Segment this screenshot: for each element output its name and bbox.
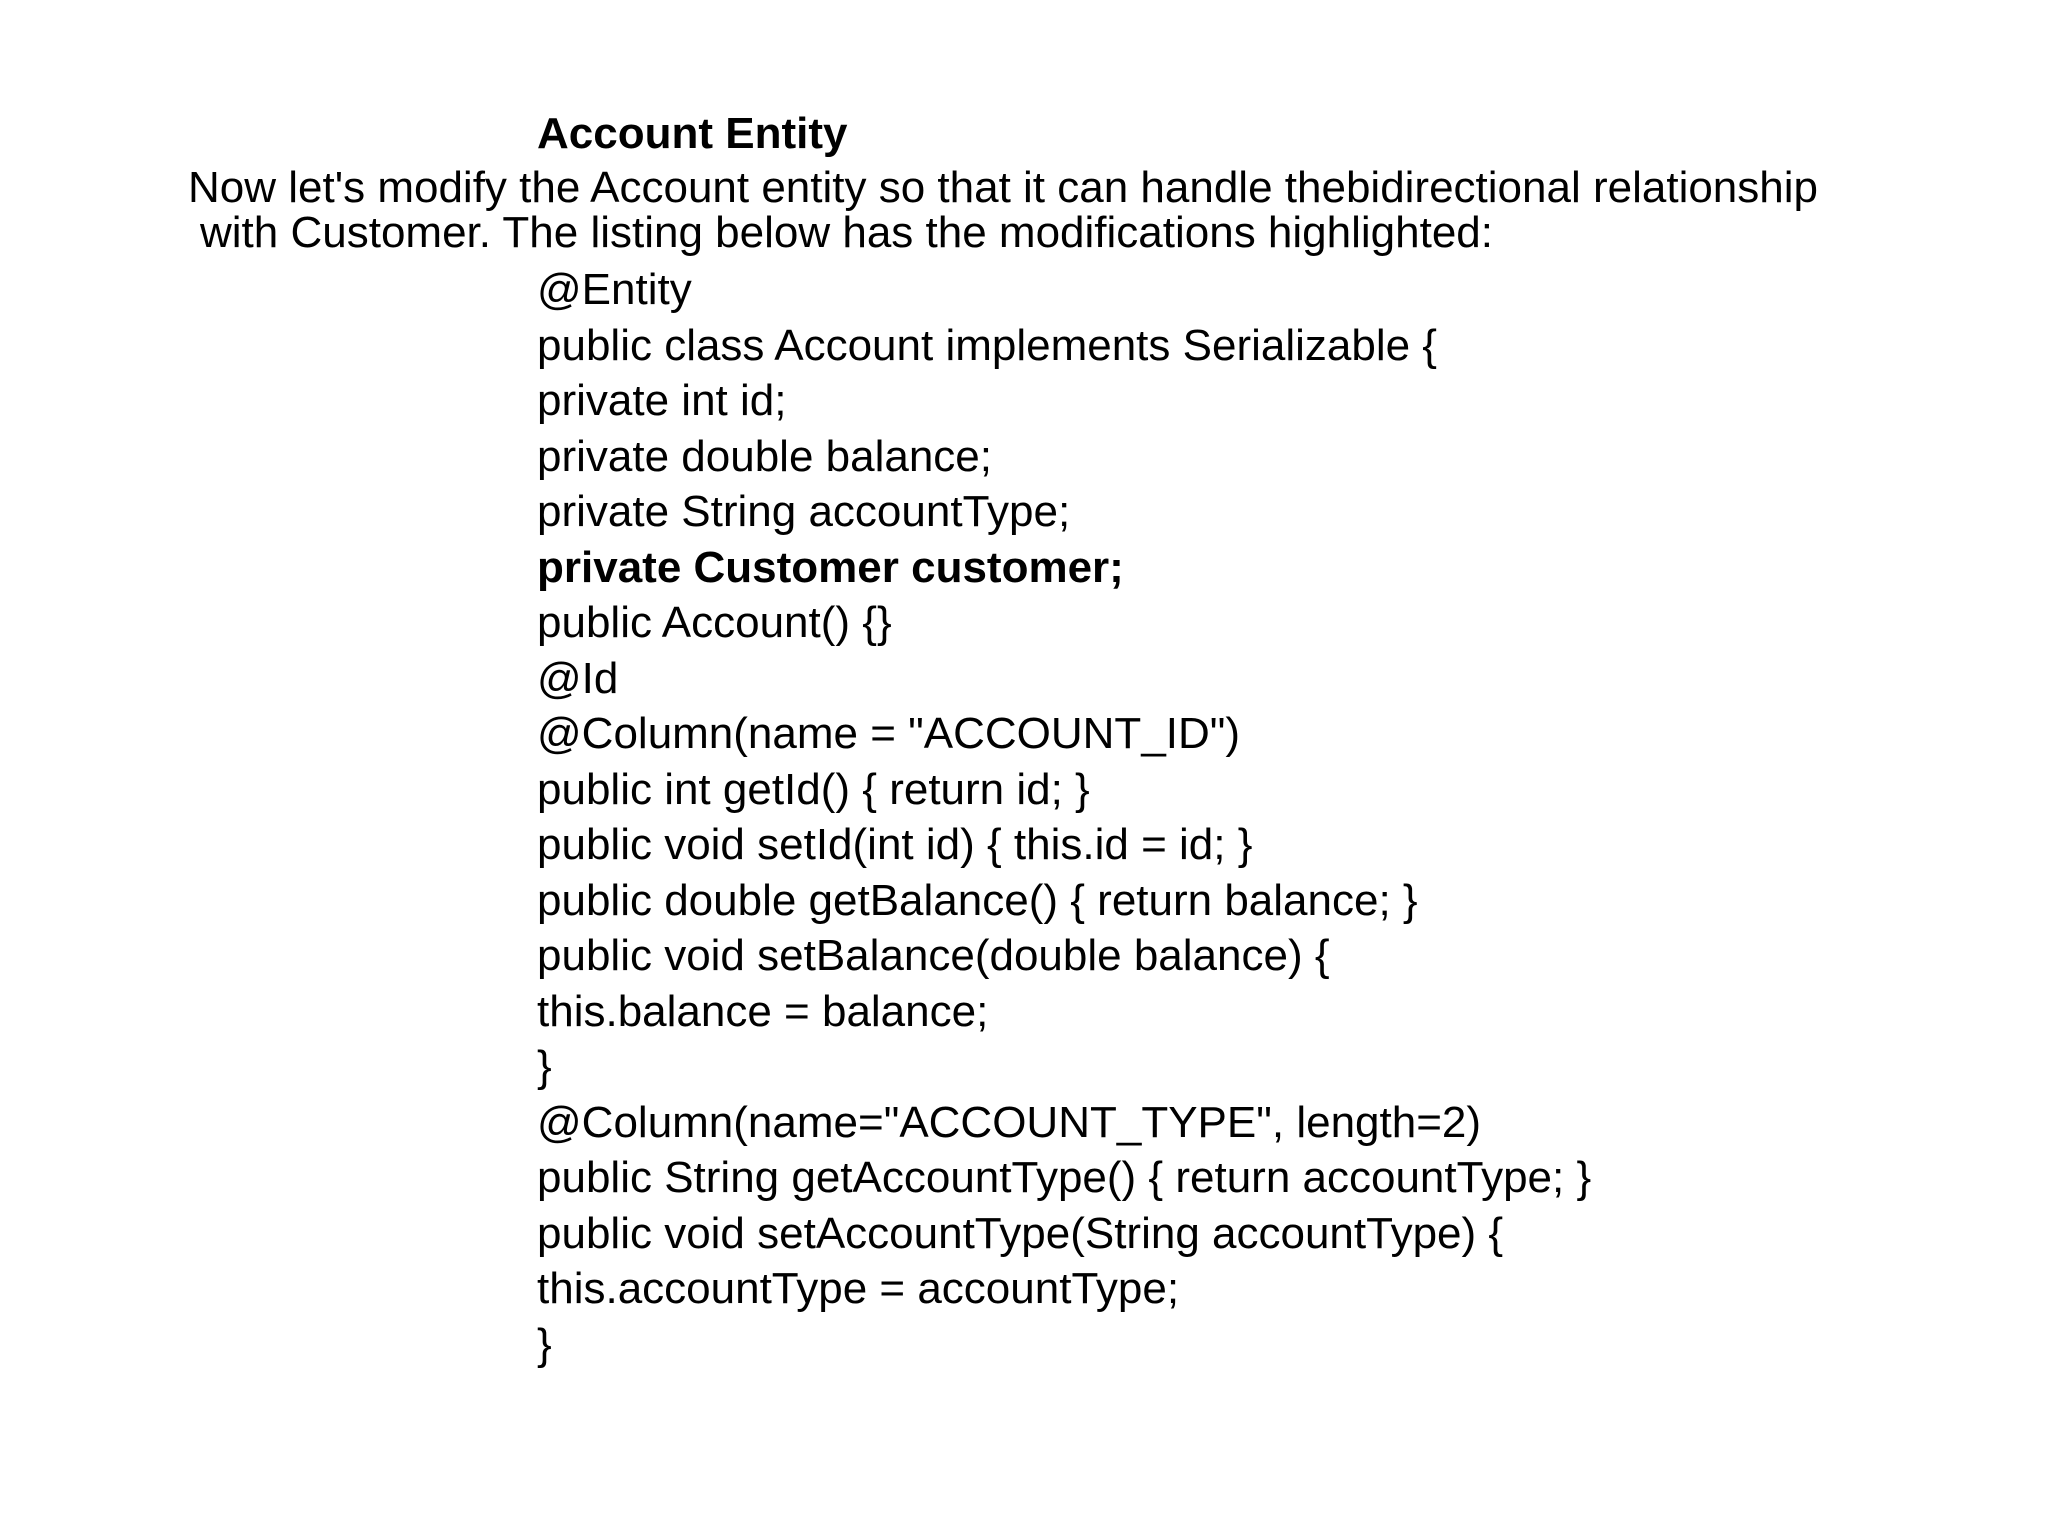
code-line: @Column(name = "ACCOUNT_ID") bbox=[537, 709, 1241, 758]
code-line: public void setBalance(double balance) { bbox=[537, 931, 1330, 980]
code-line: public String getAccountType() { return accountType; } bbox=[537, 1153, 1592, 1202]
code-line: public int getId() { return id; } bbox=[537, 764, 1090, 814]
code-line: @Entity bbox=[537, 265, 692, 314]
code-line: private int id; bbox=[537, 376, 787, 425]
intro-paragraph-line-2: with Customer. The listing below has the modifications highlighted: bbox=[200, 208, 1493, 257]
code-line: public double getBalance() { return balance; } bbox=[537, 875, 1418, 925]
code-line: public class Account implements Serializable { bbox=[537, 320, 1438, 370]
intro-paragraph-line-1: Now let's modify the Account entity so that it can handle thebidirectional relationship bbox=[188, 163, 1818, 212]
code-line: this.balance = balance; bbox=[537, 986, 989, 1036]
code-line: public Account() {} bbox=[537, 598, 892, 647]
code-line: @Id bbox=[537, 653, 619, 703]
code-listing bbox=[537, 262, 1591, 1372]
code-line: @Column(name="ACCOUNT_TYPE", length=2) bbox=[537, 1097, 1482, 1147]
code-line: public void setId(int id) { this.id = id; } bbox=[537, 820, 1253, 869]
code-line: } bbox=[537, 1042, 552, 1091]
code-line: } bbox=[537, 1319, 552, 1369]
highlighted-code-line: private Customer customer; bbox=[537, 542, 1124, 592]
code-line: private String accountType; bbox=[537, 487, 1071, 536]
code-line: this.accountType = accountType; bbox=[537, 1264, 1180, 1313]
code-line: private double balance; bbox=[537, 431, 992, 481]
section-heading: Account Entity bbox=[537, 109, 848, 158]
code-line: public void setAccountType(String accountType) { bbox=[537, 1208, 1504, 1258]
